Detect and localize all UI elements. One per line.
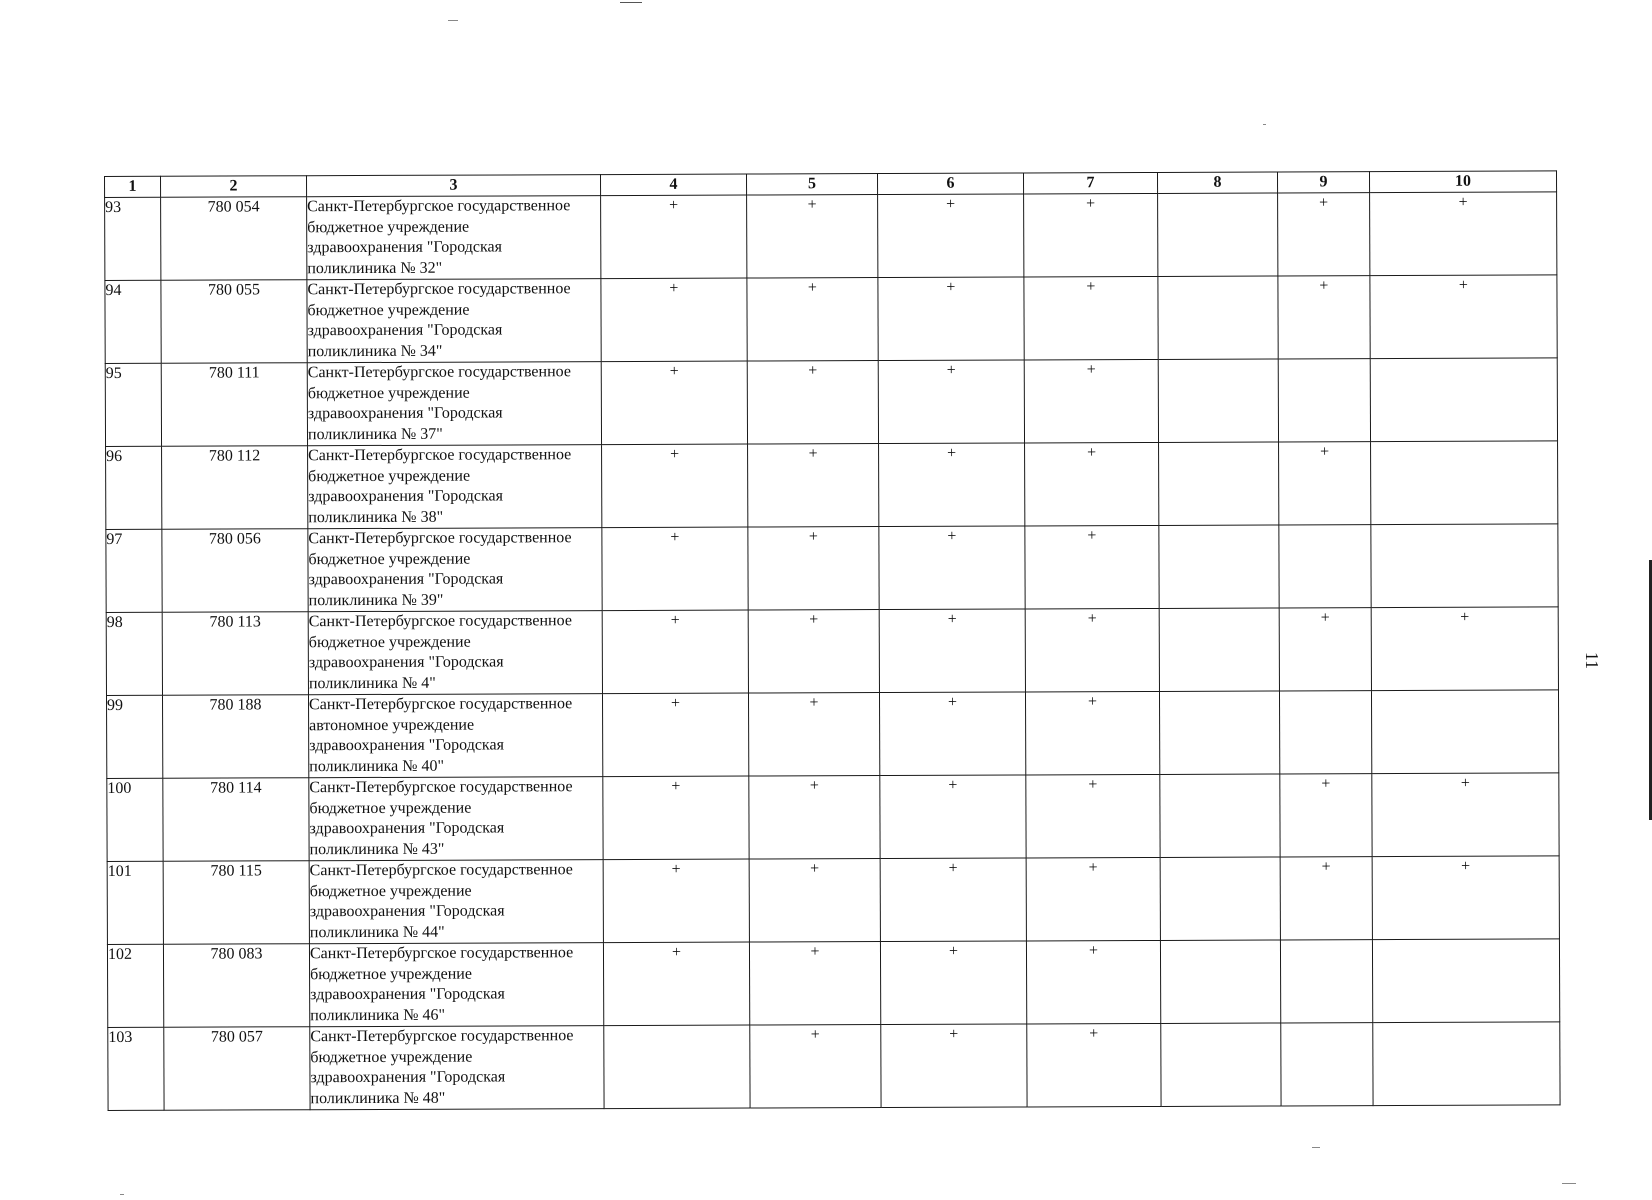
mark-cell-col-5: +: [748, 610, 879, 694]
column-header-7: 7: [1023, 172, 1157, 194]
mark-cell-col-4: +: [601, 361, 747, 445]
mark-cell-col-5: +: [748, 693, 879, 777]
organization-name-cell: [307, 279, 601, 363]
table-row: [105, 275, 1557, 364]
organization-name-line: здравоохранения "Городская: [307, 404, 503, 423]
mark-cell-col-8: [1159, 691, 1279, 774]
organization-name-line: поликлиника № 44": [309, 923, 445, 941]
organization-name-line: бюджетное учреждение: [307, 218, 470, 236]
mark-cell-col-4: +: [603, 776, 749, 860]
organization-name-line: поликлиника № 37": [307, 425, 443, 443]
mark-cell-col-10: [1371, 690, 1558, 774]
organization-name-cell: [308, 528, 602, 612]
organization-name-line: поликлиника № 38": [308, 508, 444, 526]
organization-name-line: бюджетное учреждение: [310, 965, 472, 983]
mark-cell-col-6: +: [879, 526, 1025, 610]
table-row: [106, 441, 1558, 530]
mark-cell-col-5: +: [747, 195, 878, 279]
scan-speck: [120, 1194, 124, 1195]
table-body: [105, 192, 1560, 1111]
organization-name-line: здравоохранения "Городская: [308, 570, 504, 589]
mark-cell-col-10: [1370, 358, 1557, 442]
mark-cell-col-8: [1160, 774, 1280, 857]
mark-cell-col-9: [1279, 525, 1371, 608]
mark-cell-col-10: +: [1372, 856, 1559, 940]
mark-cell-col-9: +: [1279, 442, 1371, 525]
organization-name-line: поликлиника № 40": [309, 757, 445, 775]
organization-name-line: здравоохранения "Городская: [309, 819, 505, 838]
organization-name-cell: [308, 611, 602, 695]
mark-cell-col-4: +: [602, 444, 748, 528]
table-container: [104, 170, 1560, 1111]
table-row: [105, 192, 1557, 281]
mark-cell-col-5: +: [749, 942, 880, 1026]
mark-cell-col-8: [1158, 193, 1278, 276]
mark-cell-col-7: +: [1025, 608, 1159, 692]
table-row: [107, 856, 1559, 945]
row-number-cell: 99: [106, 695, 162, 778]
mark-cell-col-10: [1372, 939, 1559, 1023]
mark-cell-col-7: +: [1026, 774, 1160, 858]
organization-name-line: здравоохранения "Городская: [310, 985, 505, 1004]
row-number-cell: 100: [107, 778, 163, 861]
registry-code-cell: 780 055: [161, 280, 307, 364]
organization-name-line: бюджетное учреждение: [308, 550, 471, 568]
organization-name-line: здравоохранения "Городская: [307, 238, 503, 257]
mark-cell-col-4: +: [602, 610, 748, 694]
organization-name-line: Санкт-Петербургское государственное: [308, 612, 572, 631]
mark-cell-col-4: +: [602, 527, 748, 611]
organization-name-line: бюджетное учреждение: [307, 384, 470, 402]
mark-cell-col-10: +: [1371, 607, 1558, 691]
mark-cell-col-7: +: [1025, 525, 1159, 609]
mark-cell-col-9: [1281, 1023, 1373, 1106]
mark-cell-col-7: +: [1025, 442, 1159, 526]
mark-cell-col-5: +: [750, 1025, 881, 1109]
organization-name-line: Санкт-Петербургское государственное: [308, 446, 572, 465]
mark-cell-col-9: [1280, 940, 1372, 1023]
mark-cell-col-5: +: [749, 859, 880, 943]
scan-speck: [448, 20, 458, 21]
mark-cell-col-7: +: [1025, 691, 1159, 775]
clinics-table: [104, 170, 1561, 1111]
mark-cell-col-10: +: [1370, 192, 1557, 276]
mark-cell-col-10: +: [1372, 773, 1559, 857]
mark-cell-col-5: +: [747, 361, 878, 445]
column-header-8: 8: [1157, 172, 1277, 193]
organization-name-line: Санкт-Петербургское государственное: [309, 778, 573, 797]
organization-name-line: здравоохранения "Городская: [310, 1068, 506, 1087]
organization-name-line: бюджетное учреждение: [308, 467, 471, 485]
registry-code-cell: 780 188: [162, 695, 308, 779]
organization-name-line: Санкт-Петербургское государственное: [310, 1027, 574, 1046]
row-number-cell: 101: [107, 861, 163, 944]
organization-name-line: поликлиника № 39": [308, 591, 444, 609]
mark-cell-col-7: +: [1024, 359, 1158, 443]
organization-name-line: Санкт-Петербургское государственное: [309, 944, 574, 963]
table-row: [105, 358, 1557, 447]
organization-name-line: бюджетное учреждение: [309, 882, 472, 900]
registry-code-cell: 780 057: [164, 1027, 310, 1111]
organization-name-line: поликлиника № 32": [307, 259, 443, 277]
organization-name-cell: [309, 943, 603, 1027]
table-row: [108, 1022, 1560, 1111]
row-number-cell: 102: [107, 944, 163, 1027]
organization-name-line: здравоохранения "Городская: [308, 653, 504, 672]
row-number-cell: 96: [106, 446, 162, 529]
mark-cell-col-9: +: [1278, 276, 1370, 359]
organization-name-line: бюджетное учреждение: [309, 799, 472, 817]
mark-cell-col-8: [1158, 276, 1278, 359]
scan-speck: [1312, 1147, 1320, 1148]
mark-cell-col-7: +: [1026, 940, 1160, 1024]
registry-code-cell: 780 115: [163, 861, 309, 945]
mark-cell-col-7: +: [1026, 857, 1160, 941]
mark-cell-col-7: +: [1024, 193, 1158, 277]
mark-cell-col-8: [1159, 525, 1279, 608]
scan-speck: [1562, 1183, 1576, 1184]
organization-name-cell: [310, 1026, 604, 1110]
row-number-cell: 97: [106, 529, 162, 612]
table-row: [107, 773, 1559, 862]
mark-cell-col-5: +: [748, 444, 879, 528]
organization-name-cell: [308, 445, 602, 529]
mark-cell-col-6: +: [878, 360, 1024, 444]
row-number-cell: 98: [106, 612, 162, 695]
organization-name-line: Санкт-Петербургское государственное: [307, 280, 571, 299]
column-header-4: 4: [600, 174, 746, 196]
mark-cell-col-10: [1371, 524, 1558, 608]
organization-name-line: поликлиника № 48": [310, 1089, 446, 1107]
table-row: [106, 524, 1558, 613]
registry-code-cell: 780 114: [163, 778, 309, 862]
registry-code-cell: 780 054: [161, 197, 307, 281]
mark-cell-col-6: +: [879, 609, 1025, 693]
mark-cell-col-4: +: [603, 942, 749, 1026]
column-header-6: 6: [877, 173, 1023, 195]
column-header-5: 5: [746, 174, 877, 196]
mark-cell-col-4: +: [603, 859, 749, 943]
mark-cell-col-4: +: [602, 693, 748, 777]
scan-speck: [1263, 124, 1266, 125]
mark-cell-col-9: +: [1279, 608, 1371, 691]
row-number-cell: 103: [108, 1027, 164, 1110]
organization-name-line: здравоохранения "Городская: [308, 487, 503, 506]
scan-speck: [620, 2, 642, 3]
organization-name-cell: [308, 694, 602, 778]
registry-code-cell: 780 112: [162, 446, 308, 530]
organization-name-line: Санкт-Петербургское государственное: [307, 197, 571, 216]
mark-cell-col-9: +: [1280, 857, 1372, 940]
mark-cell-col-10: [1373, 1022, 1560, 1106]
mark-cell-col-7: +: [1027, 1023, 1161, 1107]
mark-cell-col-5: +: [748, 527, 879, 611]
registry-code-cell: 780 113: [162, 612, 308, 696]
mark-cell-col-8: [1160, 940, 1280, 1023]
mark-cell-col-6: +: [878, 194, 1024, 278]
mark-cell-col-9: +: [1278, 193, 1370, 276]
organization-name-line: бюджетное учреждение: [308, 633, 471, 651]
organization-name-line: здравоохранения "Городская: [309, 736, 504, 755]
row-number-cell: 95: [105, 363, 161, 446]
organization-name-line: Санкт-Петербургское государственное: [309, 861, 573, 880]
mark-cell-col-10: +: [1370, 275, 1557, 359]
column-header-2: 2: [161, 176, 307, 198]
mark-cell-col-6: +: [880, 775, 1026, 859]
mark-cell-col-4: +: [601, 195, 747, 279]
registry-code-cell: 780 056: [162, 529, 308, 613]
mark-cell-col-5: +: [749, 776, 880, 860]
mark-cell-col-7: +: [1024, 276, 1158, 360]
organization-name-line: здравоохранения "Городская: [307, 321, 503, 340]
mark-cell-col-6: +: [880, 941, 1026, 1025]
row-number-cell: 93: [105, 197, 161, 280]
mark-cell-col-4: +: [601, 278, 747, 362]
mark-cell-col-10: [1371, 441, 1558, 525]
mark-cell-col-8: [1160, 857, 1280, 940]
mark-cell-col-8: [1158, 359, 1278, 442]
mark-cell-col-6: +: [879, 692, 1025, 776]
organization-name-cell: [307, 196, 601, 280]
organization-name-line: автономное учреждение: [309, 716, 475, 734]
mark-cell-col-6: +: [878, 277, 1024, 361]
organization-name-cell: [307, 362, 601, 446]
column-header-3: 3: [307, 175, 601, 197]
column-header-10: 10: [1369, 171, 1556, 193]
mark-cell-col-4: [604, 1025, 750, 1109]
organization-name-cell: [309, 777, 603, 861]
mark-cell-col-8: [1159, 442, 1279, 525]
organization-name-line: поликлиника № 46": [310, 1006, 446, 1024]
organization-name-line: поликлиника № 34": [307, 342, 443, 360]
mark-cell-col-8: [1161, 1023, 1281, 1106]
organization-name-line: Санкт-Петербургское государственное: [308, 529, 572, 548]
column-header-1: 1: [105, 176, 161, 197]
mark-cell-col-5: +: [747, 278, 878, 362]
table-row: [107, 939, 1559, 1028]
page-number: 11: [1582, 651, 1603, 670]
organization-name-cell: [309, 860, 603, 944]
column-header-9: 9: [1277, 172, 1369, 193]
table-row: [106, 690, 1558, 779]
organization-name-line: поликлиника № 4": [308, 674, 436, 692]
mark-cell-col-9: [1279, 691, 1371, 774]
registry-code-cell: 780 083: [163, 944, 309, 1028]
mark-cell-col-8: [1159, 608, 1279, 691]
row-number-cell: 94: [105, 280, 161, 363]
organization-name-line: бюджетное учреждение: [310, 1048, 473, 1066]
registry-code-cell: 780 111: [161, 363, 307, 447]
organization-name-line: поликлиника № 43": [309, 840, 445, 858]
mark-cell-col-9: +: [1280, 774, 1372, 857]
mark-cell-col-6: +: [880, 858, 1026, 942]
organization-name-line: бюджетное учреждение: [307, 301, 470, 319]
table-row: [106, 607, 1558, 696]
organization-name-line: Санкт-Петербургское государственное: [307, 363, 571, 382]
organization-name-line: здравоохранения "Городская: [309, 902, 505, 921]
mark-cell-col-6: +: [881, 1024, 1027, 1108]
mark-cell-col-9: [1278, 359, 1370, 442]
organization-name-line: Санкт-Петербургское государственное: [308, 695, 573, 714]
mark-cell-col-6: +: [879, 443, 1025, 527]
